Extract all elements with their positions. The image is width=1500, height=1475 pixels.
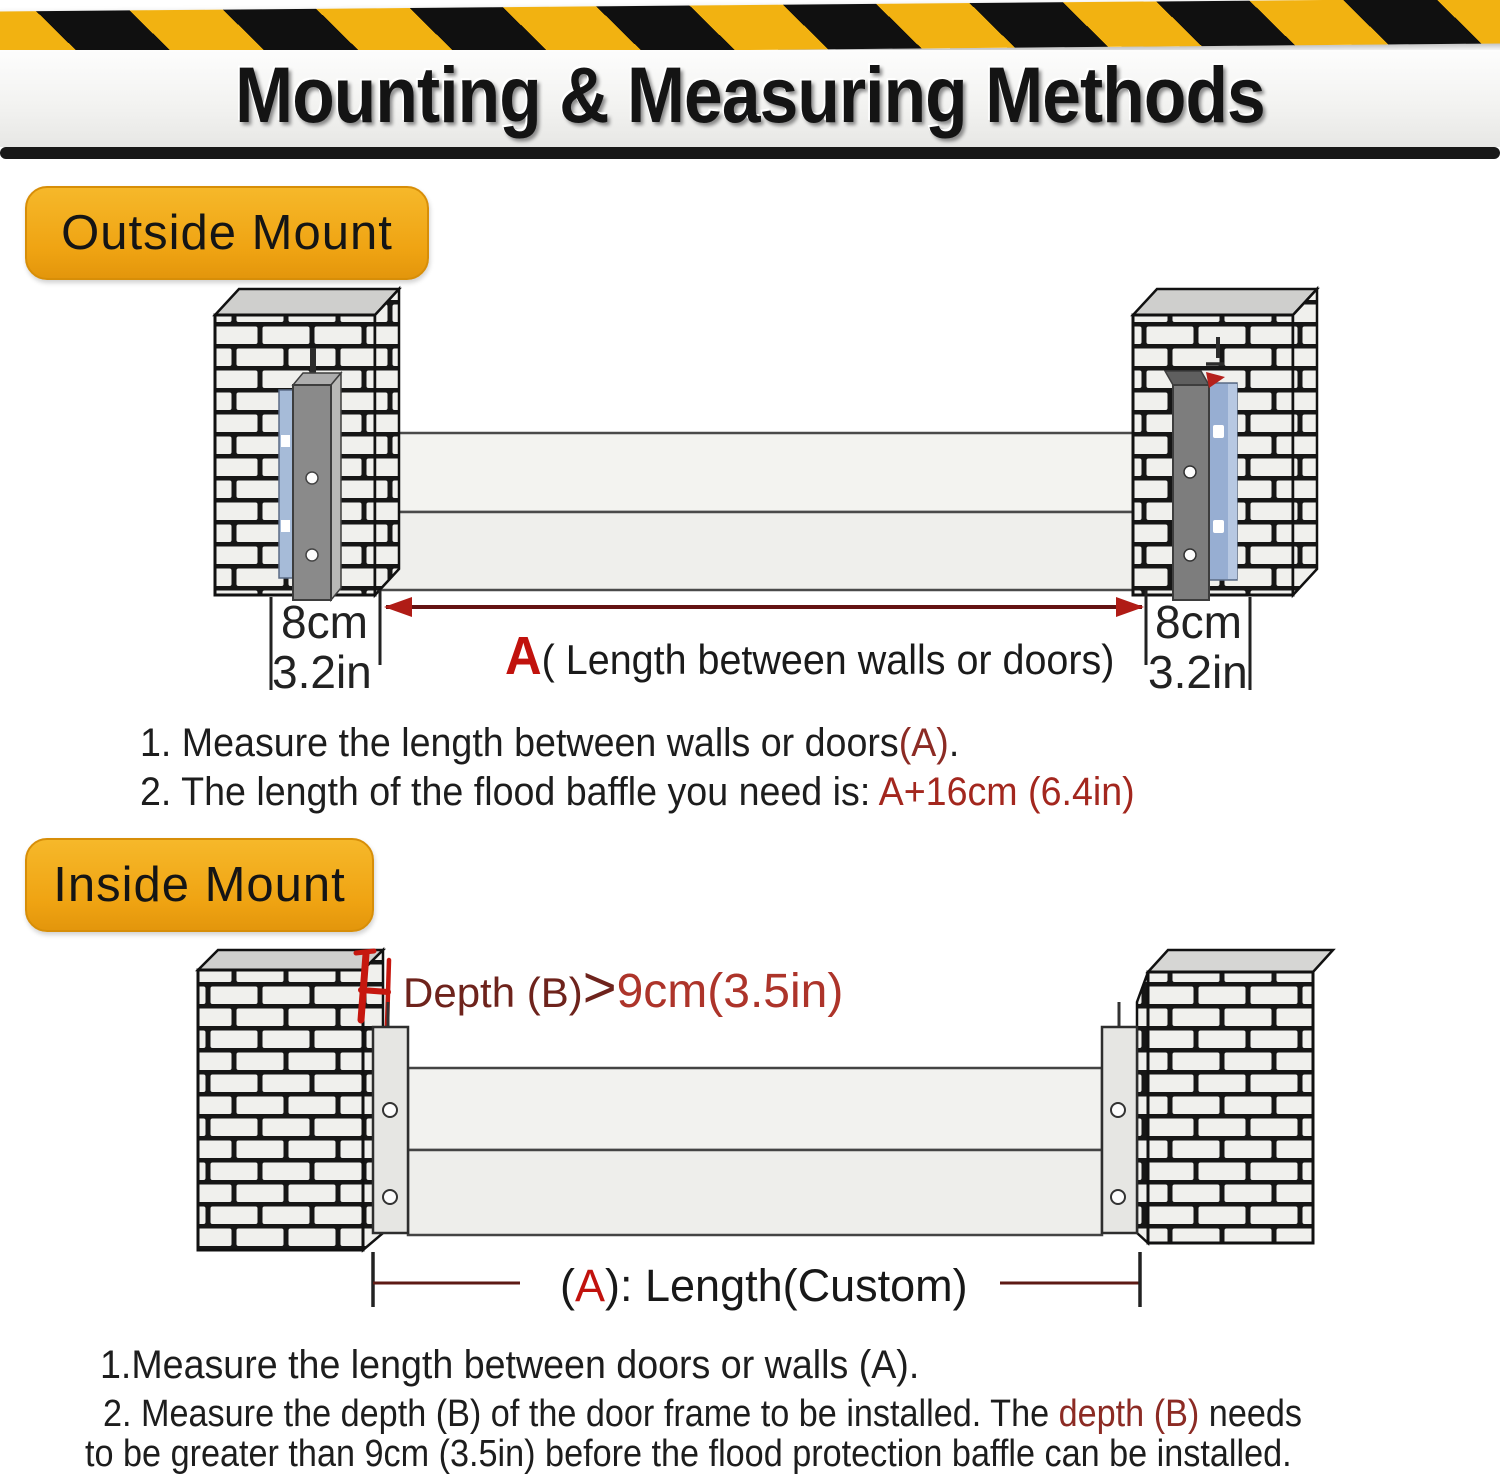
inside-step-2-line1 xyxy=(103,1394,1302,1435)
length-open-paren: ( xyxy=(560,1260,575,1311)
left-gap-inch: 3.2in xyxy=(272,646,372,698)
inside-step-1: 1.Measure the length between doors or walls (A). xyxy=(100,1343,920,1387)
outside-step2-formula: A+16cm (6.4in) xyxy=(878,770,1135,814)
flood-barrier-panels xyxy=(330,433,1175,590)
left-brick-pillar-inside xyxy=(198,950,383,1250)
arrowhead-left-icon xyxy=(384,597,412,617)
inside-mount-badge-label: Inside Mount xyxy=(53,857,346,912)
inside-step2-text: 2. Measure the depth (B) of the door frame to be installed. The xyxy=(103,1393,1059,1435)
span-length-text: ( Length between walls or doors) xyxy=(541,636,1115,683)
outside-mount-badge xyxy=(25,186,429,280)
outside-step1-text: 1. Measure the length between walls or doors xyxy=(140,721,899,765)
inside-step2-depth: depth (B) xyxy=(1058,1393,1200,1435)
length-a: A xyxy=(575,1260,606,1311)
span-length-a: A xyxy=(505,626,542,686)
length-custom-label xyxy=(560,1262,968,1311)
outside-mount-badge-label: Outside Mount xyxy=(61,205,393,260)
right-channel-plate-inside xyxy=(1102,1002,1137,1233)
right-mounting-channel xyxy=(1165,371,1237,600)
left-gap-cm: 8cm xyxy=(281,596,368,648)
page-title: Mounting & Measuring Methods xyxy=(235,50,1265,139)
outside-step-2 xyxy=(140,771,1135,814)
depth-note-label: Depth (B) xyxy=(403,969,583,1016)
inside-step2-needs: needs xyxy=(1199,1393,1302,1435)
length-text: ): Length(Custom) xyxy=(605,1260,968,1311)
right-gap-inch: 3.2in xyxy=(1148,646,1248,698)
caution-tape-stripe xyxy=(0,0,1500,57)
inside-step-2-line2: to be greater than 9cm (3.5in) before the flood protection baffle can be installed. xyxy=(85,1433,1292,1475)
outside-step2-text: 2. The length of the flood baffle you need is: xyxy=(140,770,879,814)
flood-barrier-panels-inside xyxy=(408,1068,1102,1235)
greater-than-symbol: > xyxy=(582,955,617,1020)
outside-step1-a: (A) xyxy=(898,721,949,765)
depth-note xyxy=(403,957,843,1020)
right-brick-pillar-inside xyxy=(1137,950,1333,1243)
title-divider-bar xyxy=(0,147,1500,159)
inside-mount-badge xyxy=(25,838,374,932)
arrowhead-right-icon xyxy=(1116,597,1144,617)
right-gap-cm: 8cm xyxy=(1155,596,1242,648)
outside-step1-period: . xyxy=(948,721,960,765)
span-length-label xyxy=(505,627,1114,685)
left-channel-plate-inside xyxy=(373,1002,408,1233)
depth-note-value: 9cm(3.5in) xyxy=(616,965,844,1018)
outside-step-1 xyxy=(140,722,959,765)
